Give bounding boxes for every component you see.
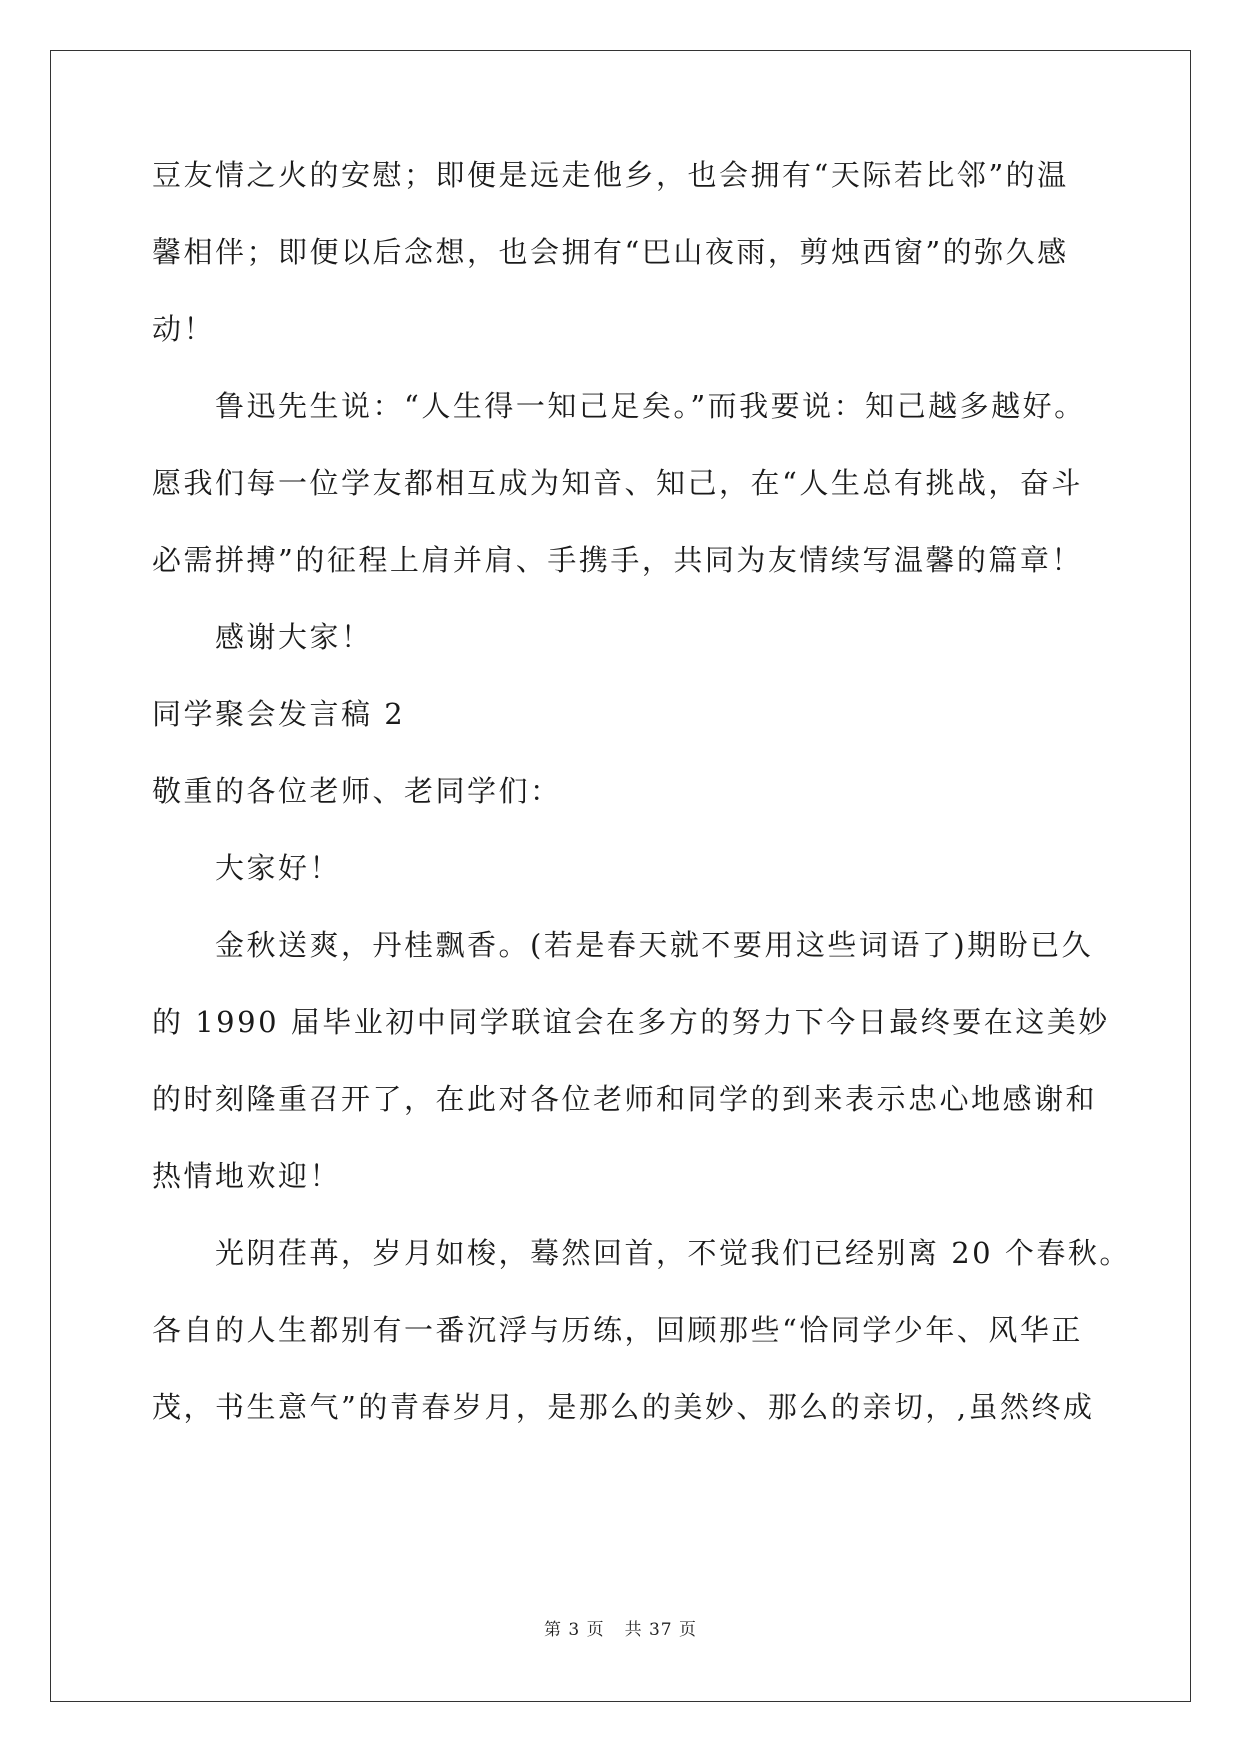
text-line: 的 1990 届毕业初中同学联谊会在多方的努力下今日最终要在这美妙 [152, 1005, 1110, 1039]
document-body [152, 158, 1131, 1469]
text-line: 鲁迅先生说：“人生得一知己足矣。”而我要说：知己越多越好。 [215, 389, 1086, 423]
section-heading: 同学聚会发言稿 2 [152, 697, 406, 731]
page-number: 第 3 页 [543, 1620, 605, 1640]
salutation: 敬重的各位老师、老同学们： [152, 774, 562, 808]
text-line: 金秋送爽，丹桂飘香。(若是春天就不要用这些词语了)期盼已久 [215, 928, 1094, 962]
page-footer [0, 1620, 1241, 1640]
text-line: 茂，书生意气”的青春岁月，是那么的美妙、那么的亲切，,虽然终成 [152, 1390, 1095, 1424]
text-line: 光阴荏苒，岁月如梭，蓦然回首，不觉我们已经别离 20 个春秋。 [215, 1236, 1131, 1270]
text-line: 感谢大家！ [215, 620, 373, 654]
text-line: 动！ [152, 312, 216, 346]
text-line: 豆友情之火的安慰；即便是远走他乡，也会拥有“天际若比邻”的温 [152, 158, 1069, 192]
page-total: 共 37 页 [624, 1620, 698, 1640]
text-line: 大家好！ [215, 851, 342, 885]
text-line: 热情地欢迎！ [152, 1159, 342, 1193]
text-line: 馨相伴；即便以后念想，也会拥有“巴山夜雨，剪烛西窗”的弥久感 [152, 235, 1069, 269]
text-line: 的时刻隆重召开了，在此对各位老师和同学的到来表示忠心地感谢和 [152, 1082, 1098, 1116]
text-line: 愿我们每一位学友都相互成为知音、知己，在“人生总有挑战，奋斗 [152, 466, 1083, 500]
text-line: 必需拼搏”的征程上肩并肩、手携手，共同为友情续写温馨的篇章！ [152, 543, 1083, 577]
text-line: 各自的人生都别有一番沉浮与历练，回顾那些“恰同学少年、风华正 [152, 1313, 1083, 1347]
